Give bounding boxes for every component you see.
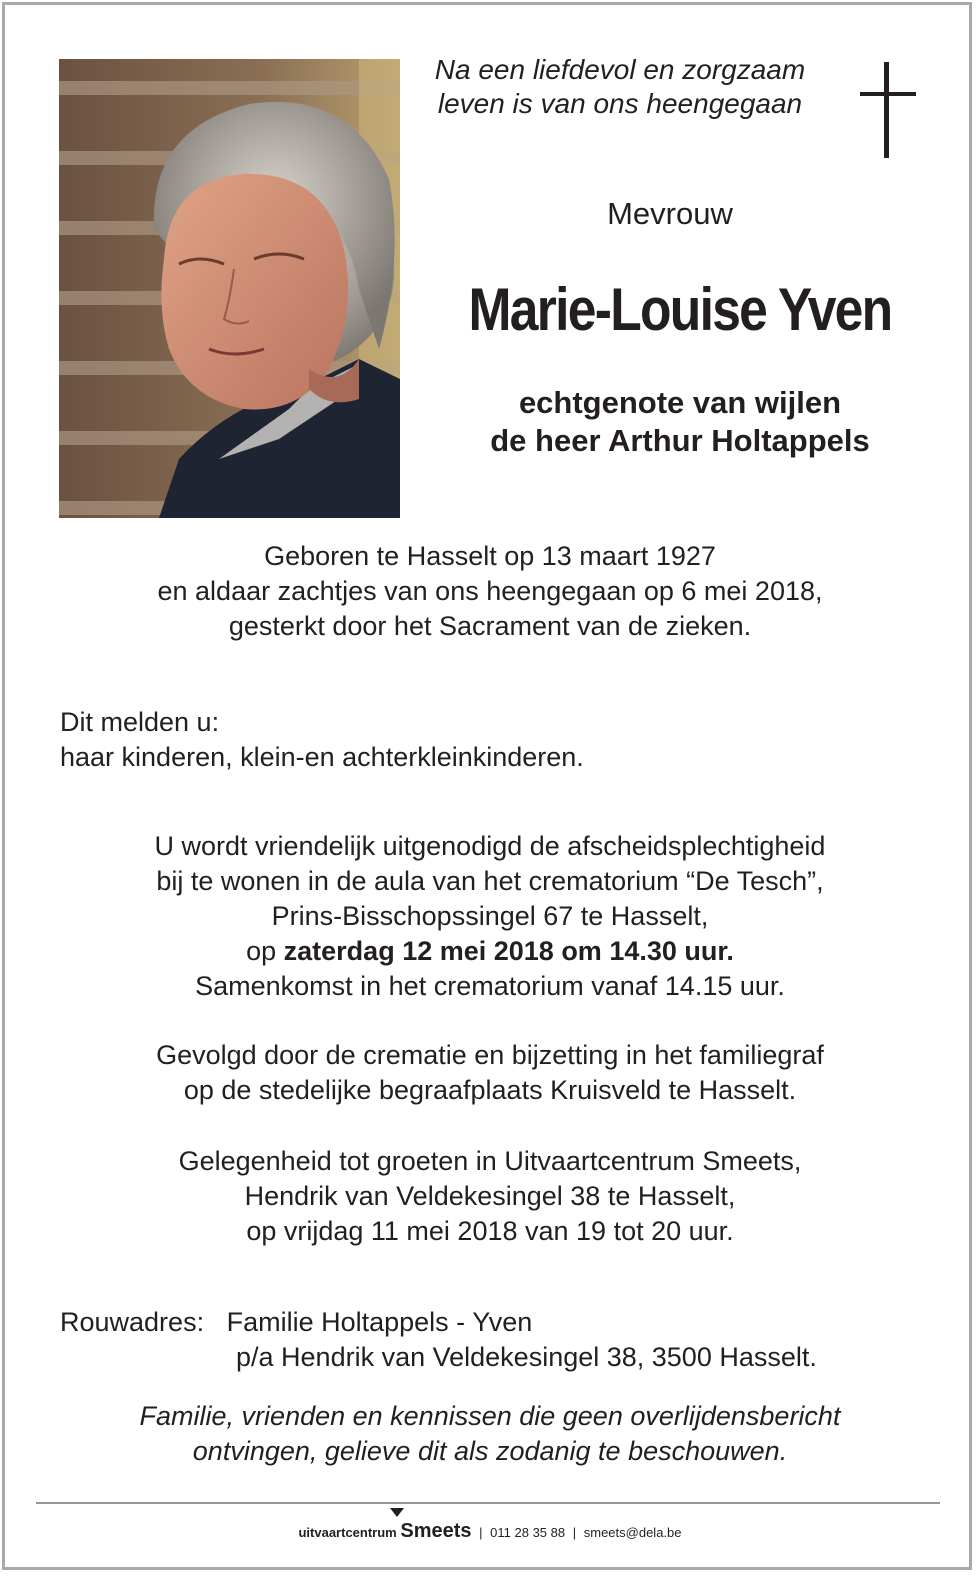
burial-section: [40, 1038, 940, 1108]
footer: [240, 1518, 740, 1546]
visitation-line-2: Hendrik van Veldekesingel 38 te Hasselt,: [244, 1181, 736, 1211]
birth-line-2: en aldaar zachtjes van ons heengegaan op 6 mei 2018,: [157, 576, 823, 606]
announce-line-2: haar kinderen, klein-en achterkleinkinderen.: [60, 742, 584, 772]
birth-line-1: Geboren te Hasselt op 13 maart 1927: [264, 541, 716, 571]
address-line-2: p/a Hendrik van Veldekesingel 38, 3500 Hasselt.: [236, 1342, 817, 1372]
ceremony-line-2: bij te wonen in de aula van het crematorium “De Tesch”,: [156, 866, 824, 896]
announce-section: [60, 705, 940, 775]
ceremony-line-3: Prins-Bisschopssingel 67 te Hasselt,: [271, 901, 709, 931]
brand-prefix: uitvaartcentrum: [298, 1525, 397, 1540]
spouse-line-2: de heer Arthur Holtappels: [490, 423, 870, 458]
visitation-section: [40, 1144, 940, 1249]
intro-text: [405, 53, 835, 121]
salutation: Mevrouw: [607, 196, 733, 231]
birth-section: [40, 539, 940, 644]
note-line-2: ontvingen, gelieve dit als zodanig te beschouwen.: [192, 1436, 788, 1466]
address-label: Rouwadres:: [60, 1307, 205, 1337]
address-family: Familie Holtappels - Yven: [226, 1307, 533, 1337]
address-line-1: [60, 1305, 532, 1340]
brand-name: Smeets: [400, 1520, 472, 1542]
cross-icon: [858, 60, 918, 165]
birth-line-3: gesterkt door het Sacrament van de zieken.: [228, 611, 752, 641]
deceased-name: Marie-Louise Yven: [468, 276, 892, 343]
footer-divider: [36, 1502, 940, 1504]
note-line-1: Familie, vrienden en kennissen die geen overlijdensbericht: [139, 1401, 841, 1431]
triangle-marker-icon: [390, 1508, 404, 1517]
visitation-line-3: op vrijdag 11 mei 2018 van 19 tot 20 uur.: [246, 1216, 734, 1246]
spouse-line-1: echtgenote van wijlen: [518, 385, 842, 420]
closing-note: [40, 1399, 940, 1469]
intro-line-1: Na een liefdevol en zorgzaam: [434, 54, 806, 85]
spouse-text: [420, 384, 940, 460]
ceremony-section: [40, 829, 940, 1004]
ceremony-line-4: [40, 934, 940, 969]
portrait-photo: [59, 59, 400, 518]
ceremony-date-prefix: op: [246, 936, 277, 966]
intro-line-2: leven is van ons heengegaan: [437, 88, 803, 119]
burial-line-2: op de stedelijke begraafplaats Kruisveld te Hasselt.: [183, 1075, 797, 1105]
announce-line-1: Dit melden u:: [60, 707, 220, 737]
ceremony-date: zaterdag 12 mei 2018 om 14.30 uur.: [283, 936, 734, 966]
footer-separator-2: |: [572, 1525, 577, 1540]
ceremony-line-5: Samenkomst in het crematorium vanaf 14.15 uur.: [195, 971, 785, 1001]
footer-separator-1: |: [479, 1525, 483, 1540]
burial-line-1: Gevolgd door de crematie en bijzetting in het familiegraf: [156, 1040, 824, 1070]
footer-email: smeets@dela.be: [583, 1525, 682, 1540]
footer-phone: 011 28 35 88: [490, 1525, 566, 1540]
visitation-line-1: Gelegenheid tot groeten in Uitvaartcentrum Smeets,: [178, 1146, 802, 1176]
ceremony-line-1: U wordt vriendelijk uitgenodigd de afscheidsplechtigheid: [154, 831, 826, 861]
portrait-illustration: [59, 59, 400, 518]
